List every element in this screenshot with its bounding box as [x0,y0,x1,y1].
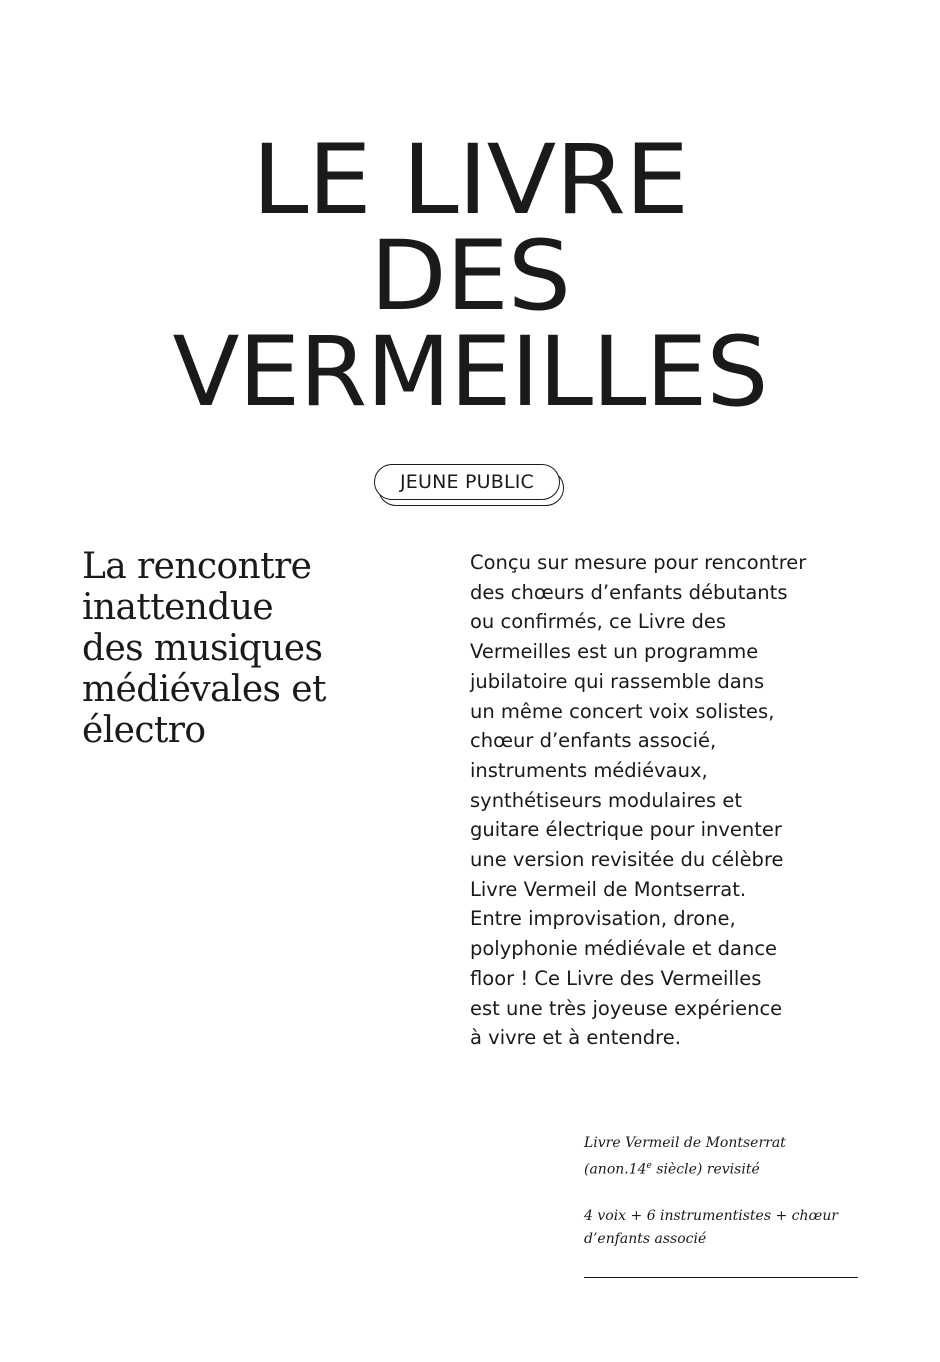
lead-line-3: des musiques [82,628,323,669]
page-title [0,124,940,428]
description-line: floor ! Ce Livre des Vermeilles [470,966,762,990]
description-line: est une très joyeuse expérience [470,996,783,1020]
description-line: à vivre et à entendre. [470,1026,681,1050]
description-line: une version revisitée du célèbre [470,848,784,872]
description-line: Livre Vermeil de Montserrat. [470,877,747,901]
description-line: Entre improvisation, drone, [470,907,736,931]
work-origin-superscript: e [646,1161,652,1171]
lead-line-2: inattendue [82,587,274,628]
divider-rule [584,1277,858,1278]
audience-badge [374,464,566,506]
credits-block [584,1132,874,1251]
description-line: instruments médiévaux, [470,758,708,782]
description-line: Vermeilles est un programme [470,640,759,664]
title-line-2: DES [369,220,571,332]
work-origin [584,1155,874,1182]
lead-line-4: médiévales et [82,669,326,710]
work-origin-suffix: siècle) revisité [651,1161,760,1178]
description-paragraph [470,548,890,1053]
description-line: un même concert voix solistes, [470,699,775,723]
ensemble-line-1: 4 voix + 6 instrumentistes + chœur [584,1207,839,1224]
description-line: jubilatoire qui rassemble dans [470,669,765,693]
title-line-3: VERMEILLES [172,316,768,428]
work-origin-prefix: (anon.14 [584,1161,647,1178]
description-line: polyphonie médiévale et dance [470,937,778,961]
description-line: ou confirmés, ce Livre des [470,610,727,634]
lead-line-5: électro [82,710,206,751]
ensemble-line-2: d’enfants associé [584,1230,707,1247]
audience-badge-label: JEUNE PUBLIC [374,464,560,500]
description-line: Conçu sur mesure pour rencontrer [470,551,807,574]
lead-line-1: La rencontre [82,546,312,587]
description-line: guitare électrique pour inventer [470,818,782,842]
work-title: Livre Vermeil de Montserrat [584,1135,786,1151]
description-line: des chœurs d’enfants débutants [470,580,788,604]
title-line-1: LE LIVRE [251,124,689,236]
description-line: synthétiseurs modulaires et [470,788,743,812]
description-line: chœur d’enfants associé, [470,729,717,753]
lead-heading [82,546,412,751]
